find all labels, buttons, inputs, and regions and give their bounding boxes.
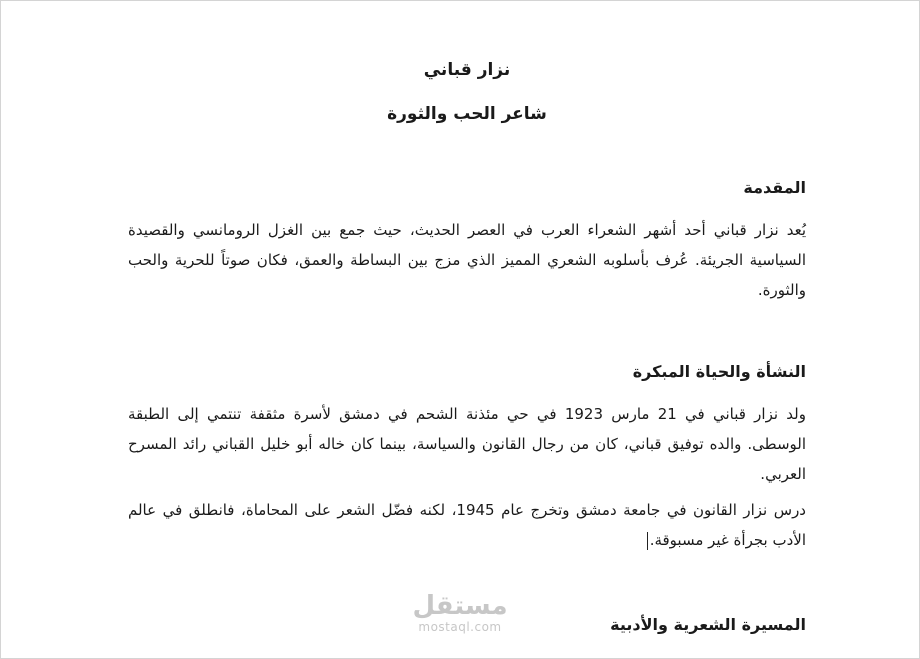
text-cursor xyxy=(647,532,648,550)
paragraph-intro: يُعد نزار قباني أحد أشهر الشعراء العرب في العصر الحديث، حيث جمع بين الغزل الرومانسي والقصيدة السياسية الجريئة. عُرف بأسلوبه الشعري المميز الذي مزج بين البساطة والعمق، فكان صوتاً للحرية والحب والثورة. xyxy=(128,221,806,299)
section-heading-career: المسيرة الشعرية والأدبية xyxy=(610,615,806,634)
document-page[interactable] xyxy=(128,48,806,637)
section-heading-early-life: النشأة والحياة المبكرة xyxy=(632,362,806,381)
paragraph-early-life-1: ولد نزار قباني في 21 مارس 1923 في حي مئذنة الشحم في دمشق لأسرة مثقفة تنتمي إلى الطبقة الوسطى. والده توفيق قباني، كان من رجال القانون والسياسة، بينما كان خاله أبو خليل القباني رائد المسرح العربي. xyxy=(128,405,806,483)
section-heading-intro: المقدمة xyxy=(743,178,806,197)
paragraph-early-life-2-text: درس نزار القانون في جامعة دمشق وتخرج عام 1945، لكنه فضّل الشعر على المحاماة، فانطلق في عالم الأدب بجرأة غير مسبوقة. xyxy=(128,501,806,549)
document-title: نزار قباني xyxy=(423,60,511,80)
paragraph-early-life-2 xyxy=(128,495,806,555)
document-subtitle: شاعر الحب والثورة xyxy=(387,104,547,124)
watermark-logo: مستقل xyxy=(412,591,508,621)
watermark-url: mostaql.com xyxy=(418,620,502,634)
